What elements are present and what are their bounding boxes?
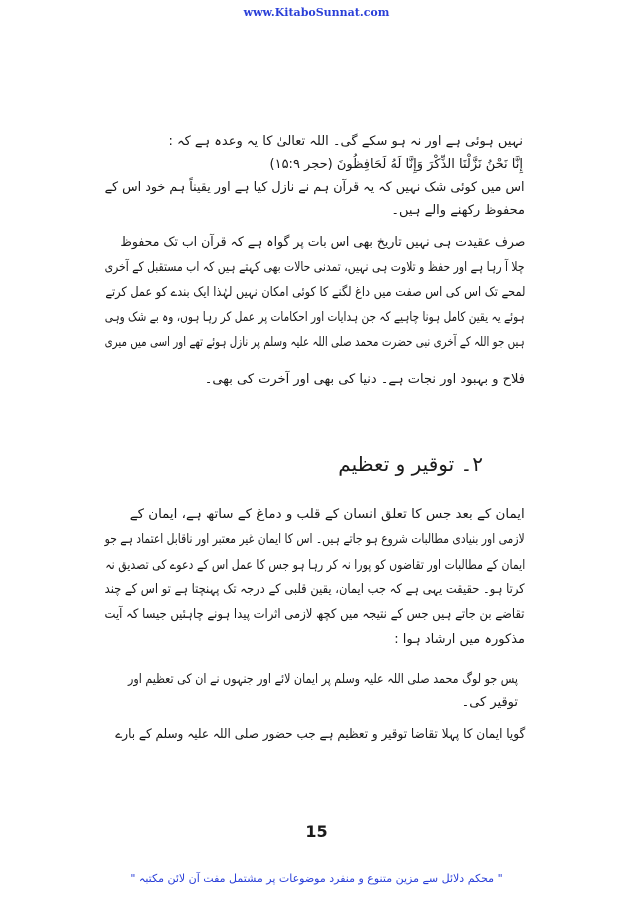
footer-tagline: " محکم دلائل سے مزین متنوع و منفرد موضوعات پر مشتمل مفت آن لائن مکتبہ " (130, 872, 503, 885)
page-number: 15 (305, 822, 328, 841)
text-line: تقاضے بن جاتے ہیں جس کے نتیجہ میں کچھ لازمی اثرات پیدا ہونے چاہئیں جیسا کہ آیت (105, 607, 525, 622)
text-line: محفوظ رکھنے والے ہیں۔ (391, 203, 525, 218)
text-line: صرف عقیدت ہی نہیں تاریخ بھی اس بات پر گواہ ہے کہ قرآن اب تک محفوظ (120, 235, 525, 250)
quran-verse: إِنَّا نَحْنُ نَزَّلْنَا الذِّكْرَ وَإِنَّا لَهُ لَحَافِظُونَ (حجر ۱۵:۹) (269, 157, 523, 172)
text-line: چلا آ رہا ہے اور حفظ و تلاوت ہی نہیں، تمدنی حالات بھی کہتے ہیں کہ اب مستقبل کے آخری (105, 260, 525, 275)
text-line: ایمان کے مطالبات اور تقاضوں کو پورا نہ کر رہا ہو جس کا عمل اس کے دعوے کی تصدیق نہ (105, 558, 525, 573)
text-line: لازمی اور بنیادی مطالبات شروع ہو جاتے ہیں۔ اس کا ایمان غیر معتبر اور ناقابل اعتماد ہے جو (105, 532, 525, 547)
text-line: مذکورہ میں ارشاد ہوا : (394, 632, 525, 647)
section-heading: ۲۔ توقیر و تعظیم (338, 452, 483, 476)
text-line: فلاح و بہبود اور نجات ہے۔ دنیا کی بھی اور آخرت کی بھی۔ (204, 372, 525, 387)
quote-line: توقیر کی۔ (461, 695, 518, 710)
text-line: لمحے تک اس کی اس صفت میں داغ لگنے کا کوئی امکان نہیں لہٰذا ایک بندے کو عمل کرتے (105, 285, 525, 300)
text-line: ہیں جو اللہ کے آخری نبی حضرت محمد صلی اللہ علیہ وسلم پر نازل ہوئے تھے اور اسی میں میری (105, 335, 525, 350)
quote-line: پس جو لوگ محمد صلی اللہ علیہ وسلم پر ایمان لائے اور جنہوں نے ان کی تعظیم اور (128, 672, 518, 687)
site-url[interactable]: www.KitaboSunnat.com (243, 6, 390, 19)
text-line: ایمان کے بعد جس کا تعلق انسان کے قلب و دماغ کے ساتھ ہے، ایمان کے (130, 507, 525, 522)
text-line: گویا ایمان کا پہلا تقاضا توقیر و تعظیم ہے جب حضور صلی اللہ علیہ وسلم کے بارے (115, 727, 525, 742)
text-line: اس میں کوئی شک نہیں کہ یہ قرآن ہم نے نازل کیا ہے اور یقیناً ہم خود اس کے (105, 180, 525, 195)
text-line: ہوئے یہ یقین کامل ہونا چاہیے کہ جن ہدایات اور احکامات پر عمل کر رہا ہوں، وہ بے شک وہی (105, 310, 525, 325)
text-line: نہیں ہوئی ہے اور نہ ہو سکے گی۔ اللہ تعالیٰ کا یہ وعدہ ہے کہ : (168, 134, 523, 149)
text-line: کرتا ہو۔ حقیقت یہی ہے کہ جب ایمان، یقین قلبی کے درجہ تک پہنچتا ہے تو اس کے چند (105, 582, 525, 597)
